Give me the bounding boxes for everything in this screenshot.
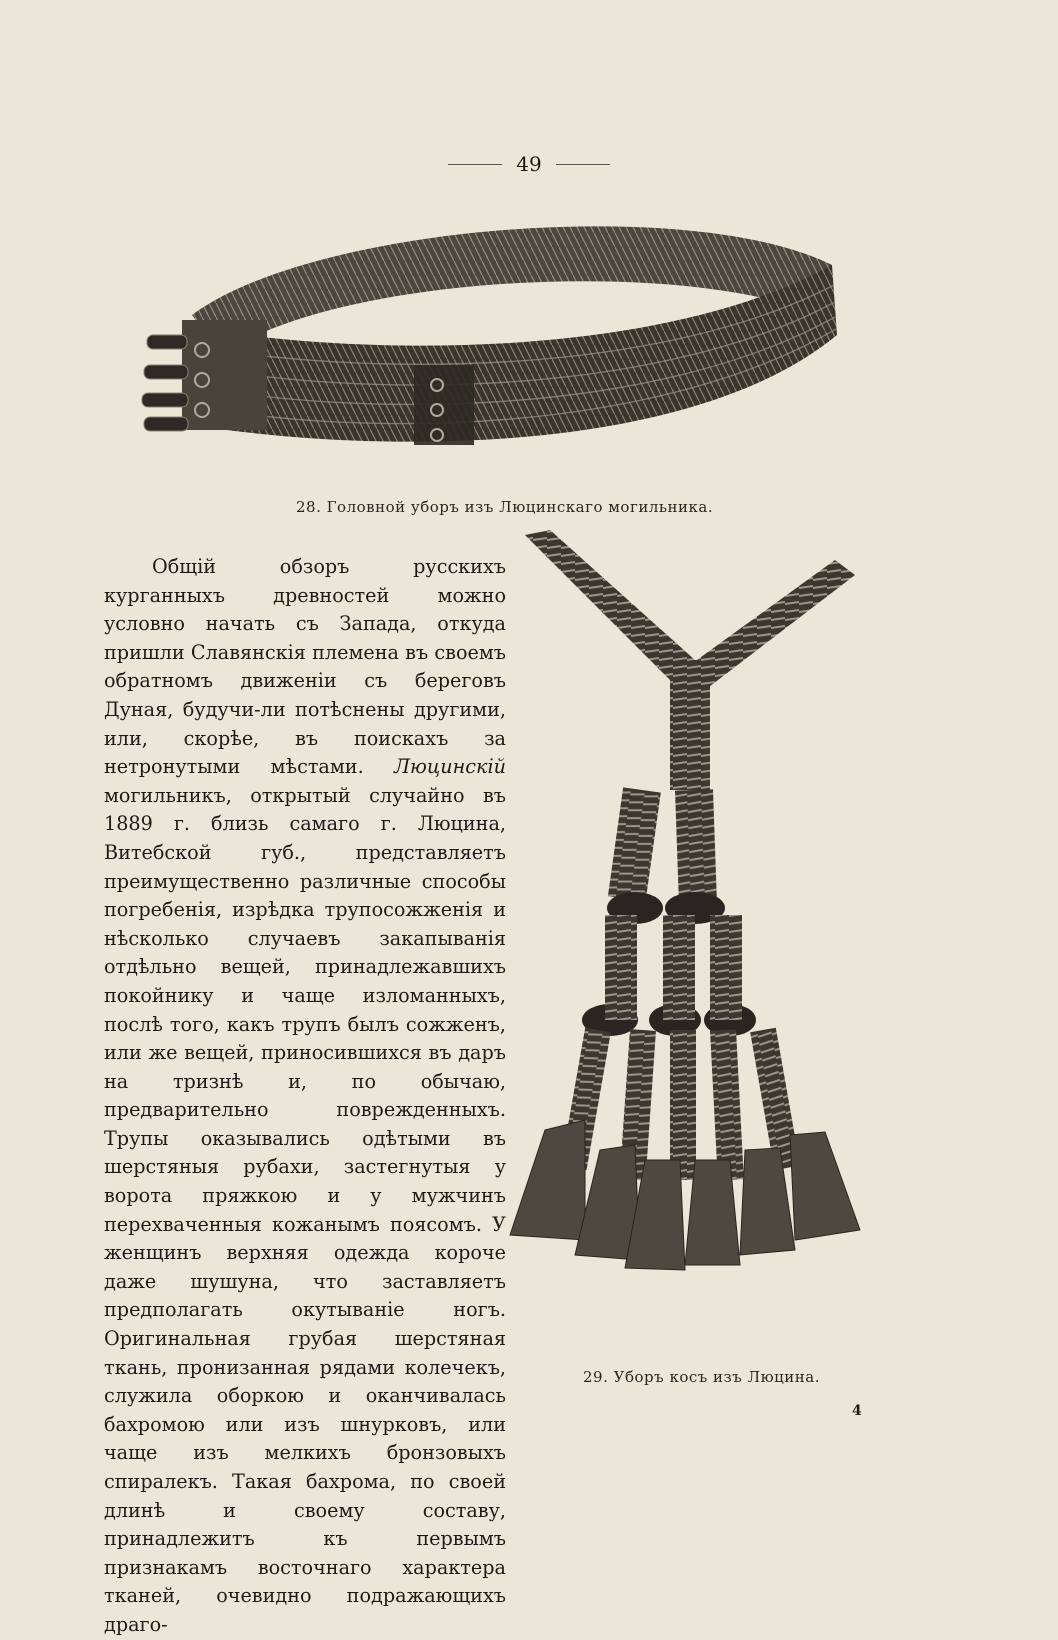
figure-29-caption: 29. Уборъ косъ изъ Люцина. bbox=[583, 1368, 820, 1386]
header-rule-right bbox=[556, 164, 610, 165]
signature-mark: 4 bbox=[852, 1403, 862, 1419]
body-text bbox=[104, 553, 506, 1640]
page-header bbox=[0, 152, 1058, 176]
page-number: 49 bbox=[516, 152, 542, 176]
body-paragraph bbox=[104, 553, 506, 1640]
body-text-part-1: Общій обзоръ русскихъ курганныхъ древностей можно условно начать съ Запада, откуда пришли Славянскія племена въ своемъ обратномъ движеніи съ береговъ Дуная, будучи-ли потѣснены другими, или, скорѣе, въ поискахъ за нетронутыми мѣстами. bbox=[104, 555, 506, 779]
header-rule-left bbox=[448, 164, 502, 165]
figure-28-head-ornament bbox=[132, 205, 872, 475]
body-text-italic-term: Люцинскій bbox=[394, 755, 506, 779]
figure-28-caption: 28. Головной уборъ изъ Люцинскаго могильника. bbox=[296, 498, 714, 516]
body-text-part-2: могильникъ, открытый случайно въ 1889 г. близь самаго г. Люцина, Витебской губ., представляетъ преимущественно различные способы погребенія, изрѣдка трупосожженія и нѣсколько случаевъ закапыванія отдѣльно вещей, принадлежавшихъ покойнику и чаще изломанныхъ, послѣ того, какъ трупъ былъ сожженъ, или же вещей, приносившихся въ даръ на тризнѣ и, по обычаю, предварительно поврежденныхъ. Трупы оказывались одѣтыми въ шерстяныя рубахи, застегнутыя у ворота пряжкою и у мужчинъ перехваченныя кожанымъ поясомъ. У женщинъ верхняя одежда короче даже шушуна, что заставляетъ предполагать окутываніе ногъ. Оригинальная грубая шерстяная ткань, пронизанная рядами колечекъ, служила оборкою и оканчивалась бахромою или изъ шнурковъ, или чаще изъ мелкихъ бронзовыхъ спиралекъ. Такая бахрома, по своей длинѣ и своему составу, принадлежитъ къ первымъ признакамъ восточнаго характера тканей, очевидно подражающихъ драго- bbox=[104, 783, 506, 1636]
figure-29-braid-ornament bbox=[505, 520, 875, 1320]
